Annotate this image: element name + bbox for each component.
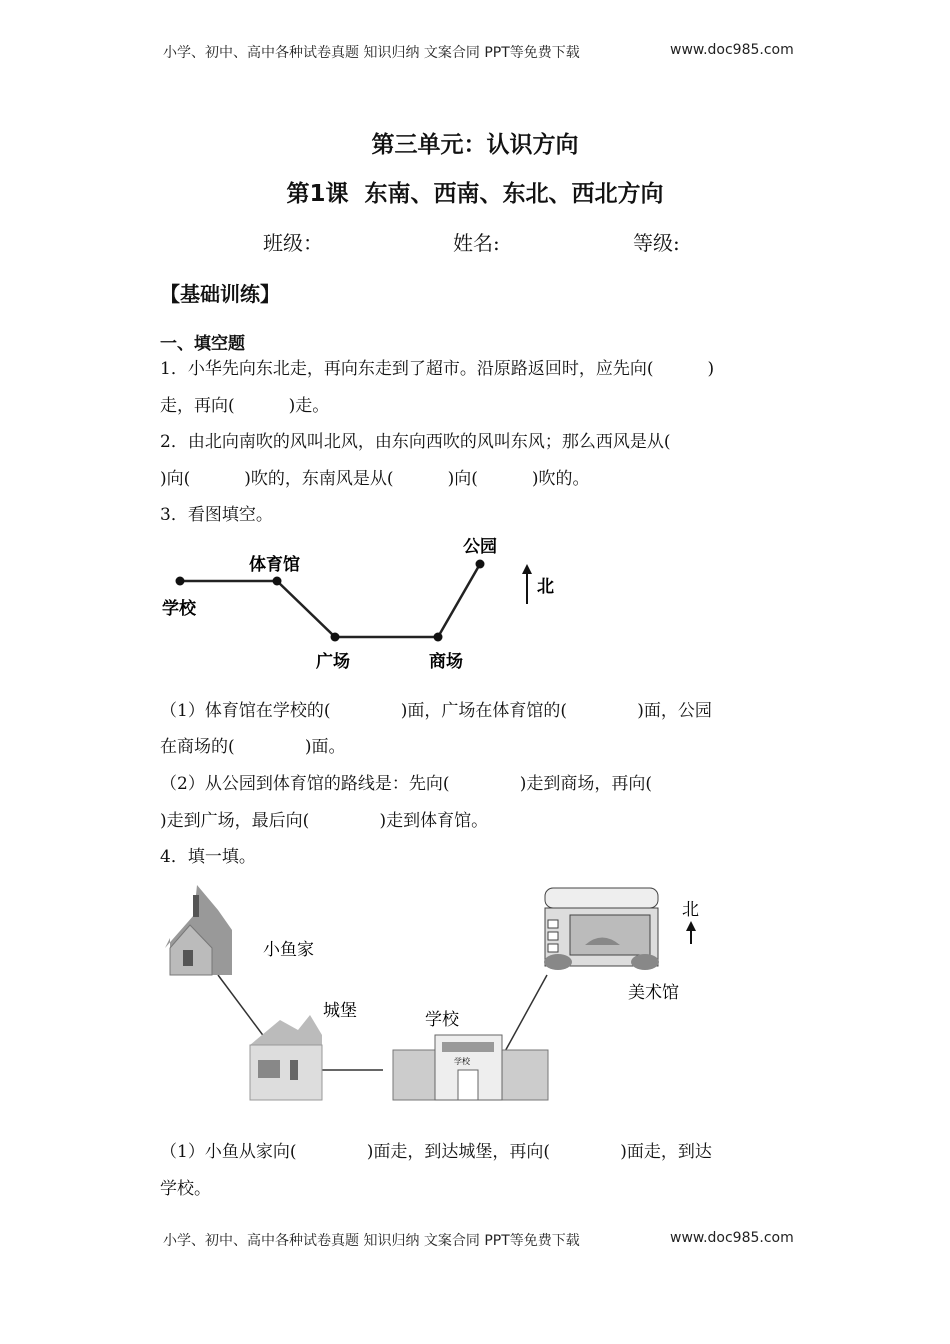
school-building-icon bbox=[393, 1035, 548, 1100]
header-url[interactable]: www.doc985.com bbox=[670, 42, 794, 58]
page-header bbox=[163, 42, 794, 62]
page-footer bbox=[163, 1230, 794, 1250]
label-museum: 美术馆 bbox=[628, 983, 679, 1003]
question-line: 在商场的( )面。 bbox=[160, 737, 346, 757]
section-heading: 【基础训练】 bbox=[160, 282, 280, 306]
question-line: 4．填一填。 bbox=[160, 847, 256, 867]
part-heading: 一、填空题 bbox=[160, 334, 245, 354]
footer-text: 小学、初中、高中各种试卷真题 知识归纳 文案合同 PPT等免费下载 bbox=[163, 1233, 580, 1249]
label-north: 北 bbox=[537, 577, 554, 597]
question-line: 2．由北向南吹的风叫北风，由东向西吹的风叫东风；那么西风是从( bbox=[160, 432, 671, 452]
gym-point bbox=[273, 577, 282, 586]
school-point bbox=[176, 577, 185, 586]
mall-point bbox=[434, 633, 443, 642]
label-gym: 体育馆 bbox=[249, 555, 300, 575]
label-castle: 城堡 bbox=[323, 1001, 357, 1021]
unit-title: 第三单元：认识方向 bbox=[371, 132, 579, 158]
question-line: 走，再向( )走。 bbox=[160, 396, 330, 416]
label-park: 公园 bbox=[463, 537, 497, 557]
label-home: 小鱼家 bbox=[263, 940, 314, 960]
square-point bbox=[331, 633, 340, 642]
question-line: )向( )吹的，东南风是从( )向( )吹的。 bbox=[160, 469, 590, 489]
label-mall: 商场 bbox=[429, 652, 463, 672]
label-school: 学校 bbox=[425, 1010, 459, 1030]
school-sign: 学校 bbox=[454, 1057, 470, 1066]
question-line: )走到广场，最后向( )走到体育馆。 bbox=[160, 811, 489, 831]
question-line: （1）小鱼从家向( )面走，到达城堡，再向( )面走，到达 bbox=[160, 1142, 712, 1162]
name-label: 姓名: bbox=[453, 231, 500, 255]
label-school: 学校 bbox=[162, 599, 196, 619]
question-line: （2）从公园到体育馆的路线是：先向( )走到商场，再向( bbox=[160, 774, 652, 794]
route-map-diagram bbox=[150, 530, 580, 680]
header-text: 小学、初中、高中各种试卷真题 知识归纳 文案合同 PPT等免费下载 bbox=[163, 45, 580, 61]
grade-label: 等级: bbox=[633, 231, 680, 255]
label-square: 广场 bbox=[316, 652, 350, 672]
map-diagram bbox=[150, 870, 750, 1110]
question-line: 学校。 bbox=[160, 1179, 211, 1199]
lesson-title: 第1课 东南、西南、东北、西北方向 bbox=[286, 181, 664, 207]
label-north: 北 bbox=[682, 900, 699, 920]
question-line: 3．看图填空。 bbox=[160, 505, 273, 525]
museum-building-icon bbox=[544, 888, 659, 970]
class-label: 班级： bbox=[263, 231, 323, 255]
park-point bbox=[476, 560, 485, 569]
footer-url[interactable]: www.doc985.com bbox=[670, 1230, 794, 1246]
question-line: 1．小华先向东北走，再向东走到了超市。沿原路返回时，应先向( ) bbox=[160, 359, 715, 379]
castle-house-icon bbox=[250, 1015, 322, 1100]
home-house-icon bbox=[165, 885, 232, 975]
question-line: （1）体育馆在学校的( )面，广场在体育馆的( )面，公园 bbox=[160, 701, 712, 721]
